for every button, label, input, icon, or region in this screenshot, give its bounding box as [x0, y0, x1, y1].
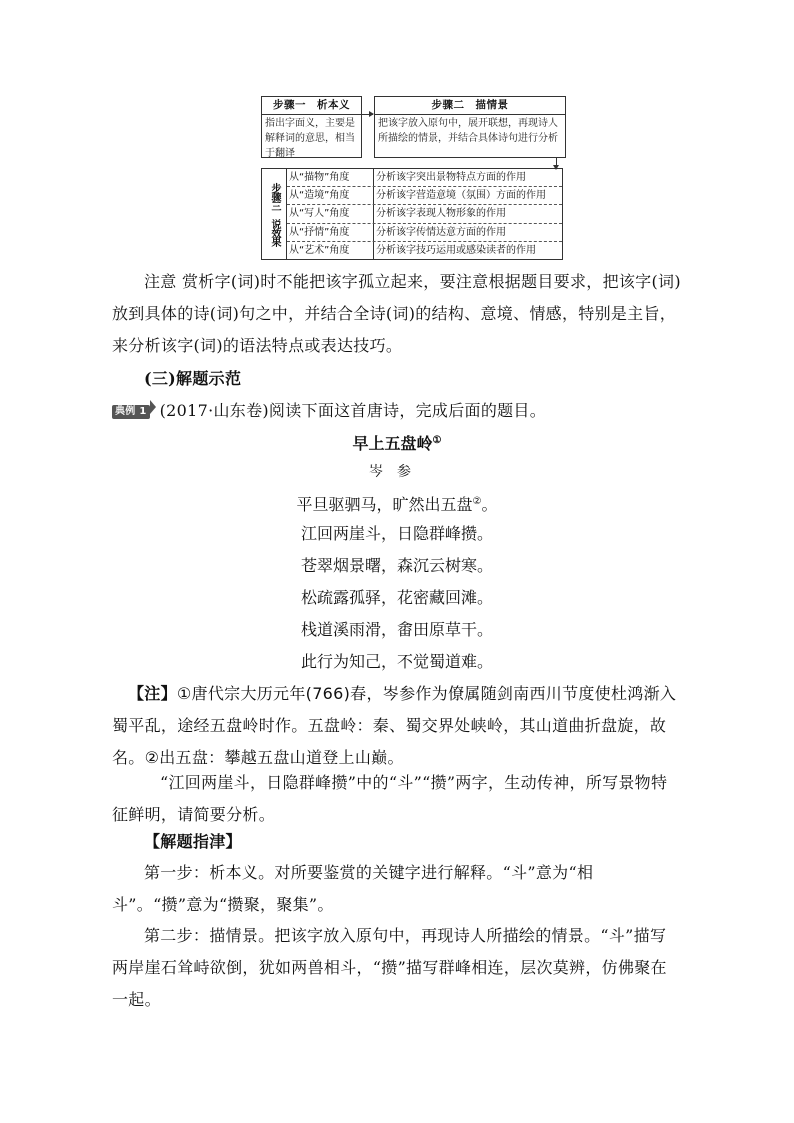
poem-line-text: 苍翠烟景曙，森沉云树寒。	[300, 556, 493, 575]
tag-arrow-icon	[150, 400, 156, 414]
guide-step1: 第一步：析本义。对所要鉴赏的关键字进行解释。“斗”意为“相斗”。“攒”意为“攒聚，聚集”。	[112, 863, 594, 914]
step3-row	[287, 205, 562, 223]
step2-body: 把该字放入原句中，展开联想，再现诗人所描绘的情景，并结合具体诗句进行分析	[378, 118, 558, 144]
poem-line-text: 江回两崖斗，日隐群峰攒。	[300, 524, 493, 543]
step3-row	[287, 187, 562, 205]
step1-title: 步骤一 析本义	[262, 97, 361, 115]
poem-line	[112, 518, 682, 550]
poem-line	[112, 550, 682, 582]
row-angle: 从“艺术”角度	[287, 242, 374, 259]
row-desc: 分析该字技巧运用或感染读者的作用	[376, 244, 536, 256]
poem-title-mark: ①	[432, 435, 442, 446]
poem-title	[112, 425, 682, 460]
poem-line-mark: ②	[472, 496, 482, 507]
row-desc: 分析该字表现人物形象的作用	[376, 208, 506, 220]
poem-body	[112, 486, 682, 678]
poem-line-text: 栈道溪雨滑，畬田原草干。	[300, 620, 493, 639]
row-angle: 从“描物”角度	[287, 169, 374, 186]
step3-label: 步骤三 说效果	[262, 169, 287, 259]
step3-row	[287, 169, 562, 187]
row-desc: 分析该字营造意境（氛围）方面的作用	[376, 190, 546, 202]
example-intro	[112, 395, 682, 427]
section-title: (三)解题示范	[144, 369, 242, 388]
annotation-paragraph	[112, 678, 682, 774]
arrow-down-icon	[556, 158, 557, 168]
row-angle: 从“抒情”角度	[287, 224, 374, 241]
poem-line-text: 平旦驱驷马，旷然出五盘	[296, 495, 473, 514]
step1-body: 指出字面义，主要是解释词的意思，相当于翻译	[265, 118, 355, 159]
annotation-lead: 【注】	[128, 684, 177, 703]
row-desc: 分析该字突出景物特点方面的作用	[376, 172, 526, 183]
step1-box	[261, 96, 362, 158]
guide-title: 【解题指津】	[144, 832, 242, 851]
question-paragraph: “江回两崖斗，日隐群峰攒”中的“斗”“攒”两字，生动传神，所写景物特征鲜明，请简要分析。	[112, 773, 668, 824]
step2-box	[374, 96, 566, 158]
step3-rows	[287, 169, 562, 259]
row-desc: 分析该字传情达意方面的作用	[376, 226, 506, 238]
poem-line-end: 。	[481, 495, 498, 514]
step3-box	[261, 168, 563, 260]
step3-row	[287, 242, 562, 259]
poem-line	[112, 614, 682, 646]
poem-line	[112, 486, 682, 518]
poem-line-text: 松疏露孤驿，花密藏回滩。	[300, 588, 493, 607]
step2-title: 步骤二 描情景	[375, 97, 565, 115]
row-angle: 从“写人”角度	[287, 205, 374, 222]
poem-author: 岑参	[369, 464, 425, 480]
poem-line-text: 此行为知己，不觉蜀道难。	[300, 652, 493, 671]
poem-title-text: 早上五盘岭	[352, 434, 433, 453]
note-paragraph: 注意 赏析字(词)时不能把该字孤立起来，要注意根据题目要求，把该字(词)放到具体的诗(词)句之中，并结合全诗(词)的结构、意境、情感，特别是主旨，来分析该字(词)的语法特点或表达技巧。	[112, 272, 681, 355]
step3-row	[287, 224, 562, 242]
example-text: (2017·山东卷)阅读下面这首唐诗，完成后面的题目。	[159, 401, 547, 420]
guide-step2: 第二步：描情景。把该字放入原句中，再现诗人所描绘的情景。“斗”描写两岸崖石耸峙欲倒，犹如两兽相斗，“攒”描写群峰相连，层次莫辨，仿佛聚在一起。	[112, 926, 667, 1009]
method-flow-diagram	[0, 0, 794, 270]
annotation-text: ①唐代宗大历元年(766)春，岑参作为僚属随剑南西川节度使杜鸿渐入蜀平乱，途经五盘岭时作。五盘岭：秦、蜀交界处峡岭，其山道曲折盘旋，故名。②出五盘：攀越五盘山道登上山巅。	[112, 684, 677, 767]
arrow-right-icon	[362, 114, 373, 115]
poem-line	[112, 582, 682, 614]
row-angle: 从“造境”角度	[287, 187, 374, 204]
poem-line	[112, 646, 682, 678]
example-tag: 典例 1	[112, 405, 150, 419]
